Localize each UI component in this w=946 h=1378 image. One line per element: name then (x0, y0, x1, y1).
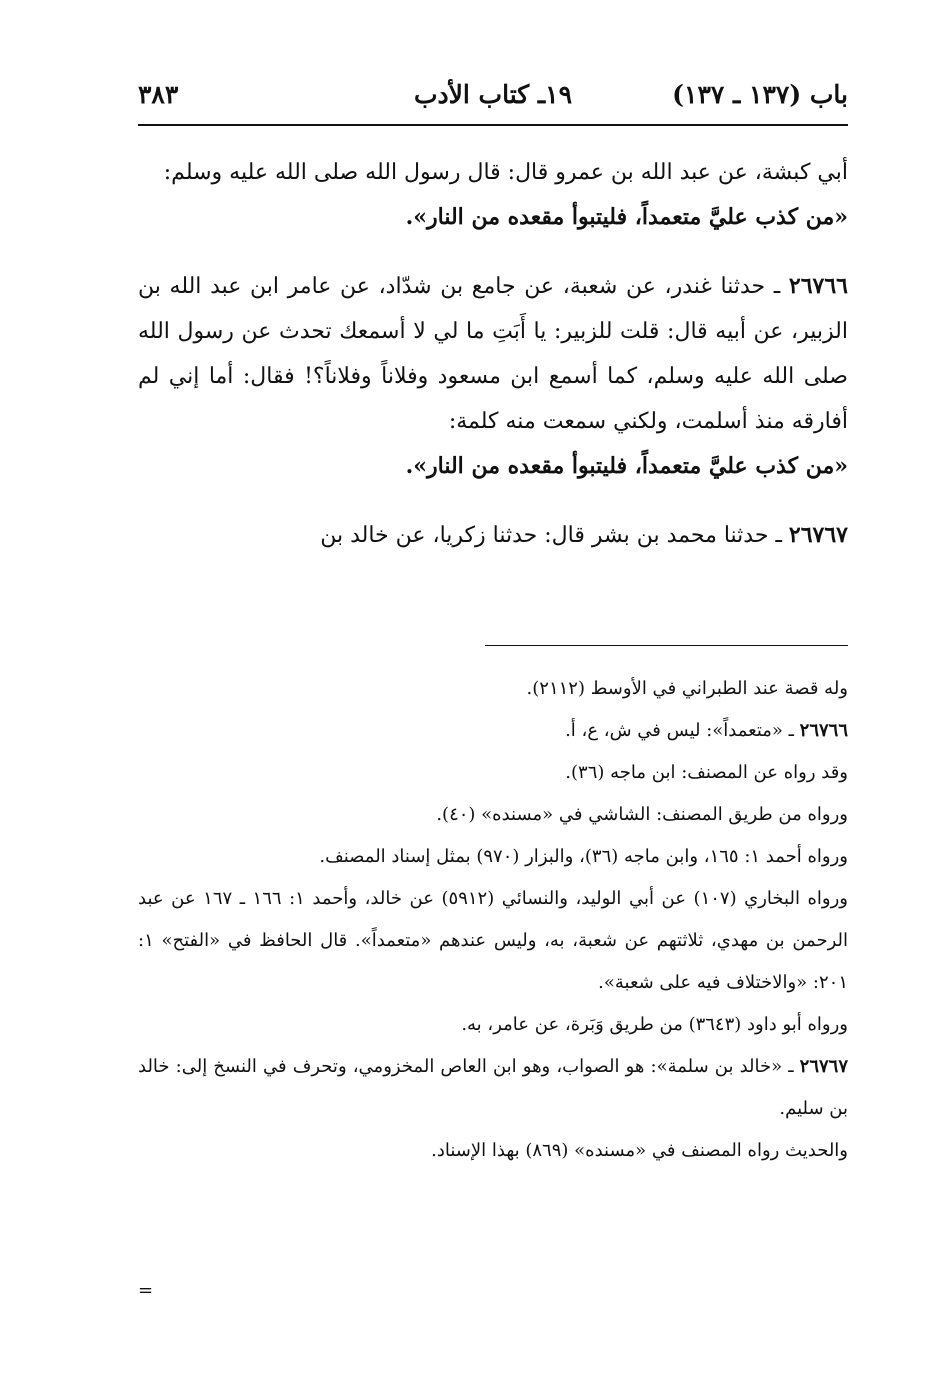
footnote-line: والحديث رواه المصنف في «مسنده» (٨٦٩) بهذا الإسناد. (431, 1140, 848, 1161)
footnote-number: ٢٦٧٦٦ (799, 720, 848, 741)
footnote-line: وقد رواه عن المصنف: ابن ماجه (٣٦). (565, 762, 848, 783)
paragraph-continuation (138, 150, 848, 240)
hadith-number: ٢٦٧٦٦ (788, 273, 848, 299)
hadith-text: ـ حدثنا محمد بن بشر قال: حدثنا زكريا، عن خالد بن (320, 523, 782, 548)
footnote-text: ـ «خالد بن سلمة»: هو الصواب، وهو ابن العاص المخزومي، وتحرف في النسخ إلى: خالد بن سليم. (138, 1056, 848, 1119)
page-number: ٣٨٣ (138, 80, 179, 109)
hadith-quote: «من كذب عليَّ متعمداً، فليتبوأ مقعده من النار». (405, 204, 848, 230)
chapter-range: باب (١٣٧ ـ ١٣٧) (672, 80, 848, 109)
running-header (138, 80, 848, 120)
hadith-text: ـ حدثنا غندر، عن شعبة، عن جامع بن شدّاد، عن عامر ابن عبد الله بن الزبير، عن أبيه قال: قلت للزبير: يا أَبَتِ ما لي لا أسمعك تحدث عن رسول الله صلى الله عليه وسلم، كما أسمع ابن مسعود وفلاناً وفلاناً؟! فقال: أما إني لم أفارقه منذ أسلمت، ولكني سمعت منه كلمة: (138, 274, 848, 434)
continuation-mark: = (138, 1280, 154, 1301)
header-divider (138, 124, 848, 126)
footnote-text: ـ «متعمداً»: ليس في ش، ع، أ. (565, 720, 794, 741)
footnote-line: ورواه أحمد ١: ١٦٥، وابن ماجه (٣٦)، والبزار (٩٧٠) بمثل إسناد المصنف. (319, 846, 848, 867)
footnote-entry (138, 1046, 848, 1130)
hadith-26767 (138, 513, 848, 558)
hadith-quote: «من كذب عليَّ متعمداً، فليتبوأ مقعده من النار». (405, 453, 848, 479)
book-page (138, 0, 848, 1378)
footnote-line: ورواه من طريق المصنف: الشاشي في «مسنده» (٤٠). (436, 804, 848, 825)
main-text (138, 150, 848, 582)
footnote-entry (138, 710, 848, 752)
footnote-number: ٢٦٧٦٧ (799, 1056, 848, 1077)
footnote-divider (485, 645, 848, 646)
footnote-line: ورواه البخاري (١٠٧) عن أبي الوليد، والنسائي (٥٩١٢) عن خالد، وأحمد ١: ١٦٦ ـ ١٦٧ عن عبد الرحمن بن مهدي، ثلاثتهم عن شعبة، به، وليس عندهم «متعمداً». قال الحافظ في «الفتح» ١: ٢٠١: «والاختلاف فيه على شعبة». (138, 888, 849, 993)
book-title: ١٩ـ كتاب الأدب (413, 80, 573, 109)
hadith-26766 (138, 264, 848, 489)
footnote-line: وله قصة عند الطبراني في الأوسط (٢١١٢). (526, 678, 848, 699)
footnotes (138, 668, 848, 1172)
paragraph-text: أبي كبشة، عن عبد الله بن عمرو قال: قال رسول الله صلى الله عليه وسلم: (163, 160, 848, 185)
hadith-number: ٢٦٧٦٧ (788, 522, 848, 548)
footnote-line: ورواه أبو داود (٣٦٤٣) من طريق وَبَرة، عن عامر، به. (461, 1014, 848, 1035)
